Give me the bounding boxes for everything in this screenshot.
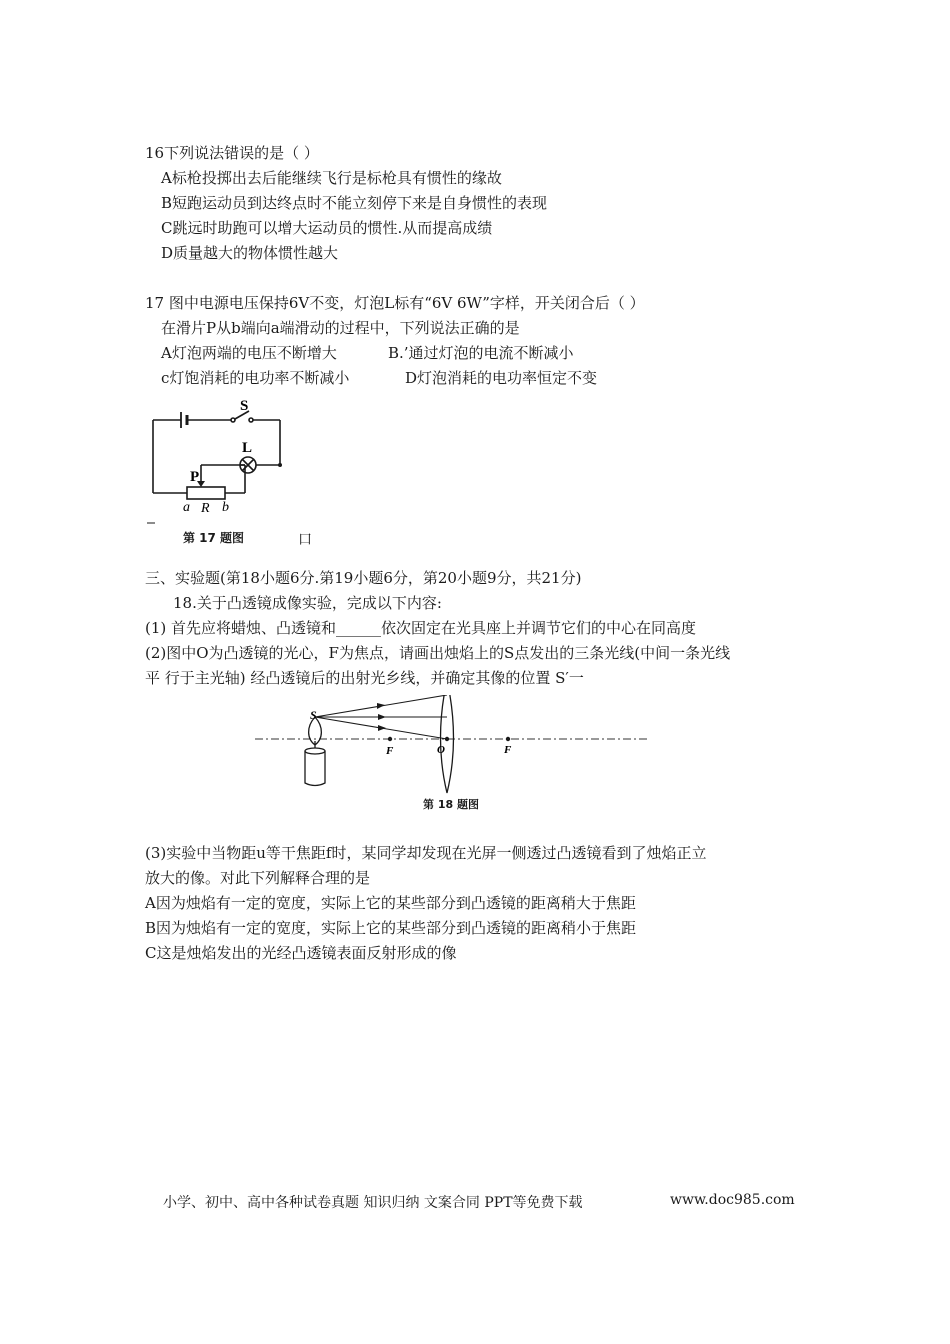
q18-part2-line1: (2)图中O为凸透镜的光心，F为焦点，请画出烛焰上的S点发出的三条光线(中间一条光线 (145, 644, 731, 662)
footer-text: 小学、初中、高中各种试卷真题 知识归纳 文案合同 PPT等免费下载 (163, 1195, 583, 1211)
junction-dot (278, 463, 282, 467)
resistor-R (187, 487, 225, 499)
q18-lens-figure (170, 695, 670, 795)
candle-top (305, 748, 325, 754)
q17-circuit-figure (145, 395, 295, 530)
q17-stem-continued: 在滑片P从b端向a端滑动的过程中，下列说法正确的是 (161, 319, 520, 337)
focus-right-label: F (504, 744, 512, 756)
q18-stem: 18.关于凸透镜成像实验，完成以下内容: (173, 594, 442, 612)
q18-part2-line2: 平 行于主光轴) 经凸透镜后的出射光乡线，并确定其像的位置 S′一 (145, 669, 584, 687)
section3-heading: 三、实验题(第18小题6分.第19小题6分，第20小题9分，共21分) (145, 569, 582, 587)
slider-label: P (190, 469, 200, 485)
focus-left-dot (388, 737, 392, 741)
q18-figure-caption: 第 18 题图 (423, 798, 479, 811)
q17-option-c: c灯饱消耗的电功率不断减小 (161, 369, 350, 387)
lamp-label: L (242, 440, 253, 456)
q18-part3-line1: (3)实验中当物距u等干焦距f时，某同学却发现在光屏一侧透过凸透镜看到了烛焰正立 (145, 844, 707, 862)
q16-option-a: A标枪投掷出去后能继续飞行是标枪具有惯性的缘故 (161, 169, 502, 187)
end-b-label: b (222, 500, 229, 515)
end-a-label: a (183, 500, 190, 515)
arrow-bottom (378, 725, 386, 731)
footer-url[interactable]: www.doc985.com (670, 1192, 795, 1208)
switch-label: S (240, 398, 249, 414)
q17-option-a: A灯泡两端的电压不断增大 (161, 344, 337, 362)
center-label: O (437, 744, 445, 756)
q16-stem: 16下列说法错误的是（ ） (145, 144, 319, 162)
source-label: S (310, 708, 317, 722)
center-dot (445, 737, 449, 741)
q16-option-c: C跳远时助跑可以增大运动员的惯性.从而提高成绩 (161, 219, 493, 237)
switch-pivot (231, 418, 235, 422)
q17-option-b: B.’通过灯泡的电流不断减小 (388, 344, 574, 362)
candle-body (305, 751, 325, 786)
q16-option-d: D质量越大的物体惯性越大 (161, 244, 339, 262)
q17-option-d: D灯泡消耗的电功率恒定不变 (405, 369, 598, 387)
q18-part3-line2: 放大的像。对此下列解释合理的是 (145, 869, 371, 887)
q17-stem: 17 图中电源电压保持6V不变，灯泡L标有“6V 6W”字样，开关闭合后（ ） (145, 294, 645, 312)
q18-part1: (1) 首先应将蜡烛、凸透镜和______依次固定在光具座上并调节它们的中心在同高度 (145, 619, 697, 637)
q18-option-c: C这是烛焰发出的光经凸透镜表面反射形成的像 (145, 944, 457, 962)
q17-figure-caption: 第 17 题图 (183, 531, 245, 545)
focus-right-dot (506, 737, 510, 741)
arrow-middle (378, 714, 386, 720)
resistor-label: R (201, 501, 210, 516)
q16-option-b: B短跑运动员到达终点时不能立刻停下来是自身惯性的表现 (161, 194, 548, 212)
q18-option-b: B因为烛焰有一定的宽度，实际上它的某些部分到凸透镜的距离稍小于焦距 (145, 919, 637, 937)
q18-option-a: A因为烛焰有一定的宽度，实际上它的某些部分到凸透镜的距离稍大于焦距 (145, 894, 636, 912)
switch-contact (249, 418, 253, 422)
focus-left-label: F (386, 745, 394, 757)
q17-side-mark: 口 (298, 532, 312, 548)
